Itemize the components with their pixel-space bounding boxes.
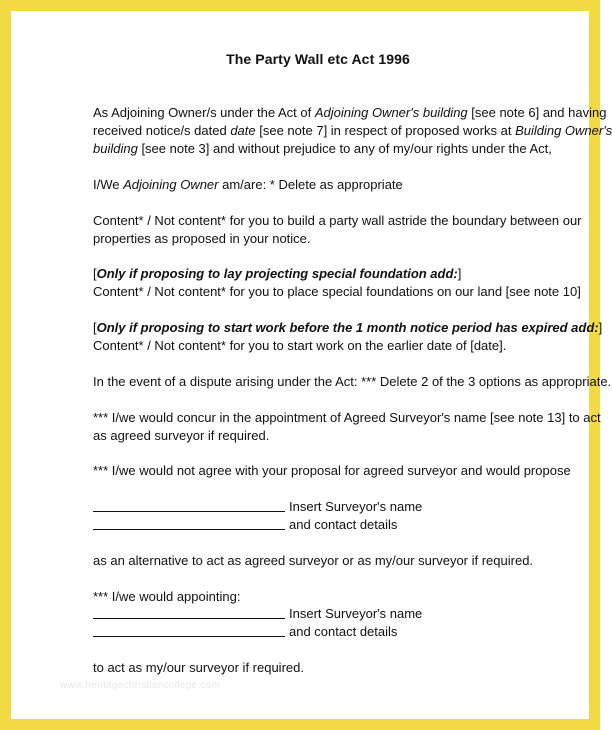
watermark: www.heritagechristiancollege.com [60, 680, 221, 691]
foundation-heading: Only if proposing to lay projecting special foundation add: [96, 266, 458, 281]
surveyor-contact-blank-2[interactable] [93, 623, 285, 637]
surveyor-contact-row-2: and contact details [93, 623, 397, 641]
surveyor-name-blank-1[interactable] [93, 498, 285, 512]
alternative-surveyor-paragraph: as an alternative to act as agreed surveyor or as my/our surveyor if required. [93, 553, 534, 568]
surveyor-name-blank-2[interactable] [93, 605, 285, 619]
adjoining-owner-field: Adjoining Owner [123, 177, 219, 192]
appointing-paragraph: *** I/we would appointing: [93, 589, 241, 604]
foundation-paragraph: [Only if proposing to lay projecting special foundation add:] Content* / Not content* for you to place special foundations on our land [see note 10] [93, 266, 581, 299]
early-start-heading: Only if proposing to start work before the 1 month notice period has expired add: [96, 320, 599, 335]
surveyor-contact-blank-1[interactable] [93, 516, 285, 530]
date-field: date [230, 123, 256, 138]
building-owner-field: Building Owner's [515, 123, 612, 138]
surveyor-contact-row-1: and contact details [93, 516, 397, 534]
owner-status-paragraph: I/We Adjoining Owner am/are: * Delete as appropriate [93, 177, 403, 192]
agreed-surveyor-paragraph: *** I/we would concur in the appointment of Agreed Surveyor's name [see note 13] to act as agreed surveyor if required. [93, 410, 601, 443]
propose-surveyor-paragraph: *** I/we would not agree with your proposal for agreed surveyor and would propose [93, 463, 571, 478]
intro-paragraph: As Adjoining Owner/s under the Act of Adjoining Owner's building [see note 6] and having received notice/s dated date [see note 7] in respect of proposed works at Building Owner's building [see note 3] and without prejudice to any of my/our rights under the Act, [93, 105, 612, 156]
building-field: building [93, 141, 138, 156]
dispute-paragraph: In the event of a dispute arising under the Act: *** Delete 2 of the 3 options as appropriate. [93, 374, 612, 389]
surveyor-name-row-2: Insert Surveyor's name [93, 605, 422, 623]
party-wall-consent-paragraph: Content* / Not content* for you to build a party wall astride the boundary between our properties as proposed in your notice. [93, 213, 582, 246]
early-start-paragraph: [Only if proposing to start work before the 1 month notice period has expired add:] Content* / Not content* for you to start work on the earlier date of [date]. [93, 320, 603, 353]
document-title: The Party Wall etc Act 1996 [226, 51, 410, 67]
surveyor-name-row-1: Insert Surveyor's name [93, 498, 422, 516]
own-surveyor-paragraph: to act as my/our surveyor if required. [93, 660, 304, 675]
adjoining-owner-building-field: Adjoining Owner's building [314, 105, 468, 120]
